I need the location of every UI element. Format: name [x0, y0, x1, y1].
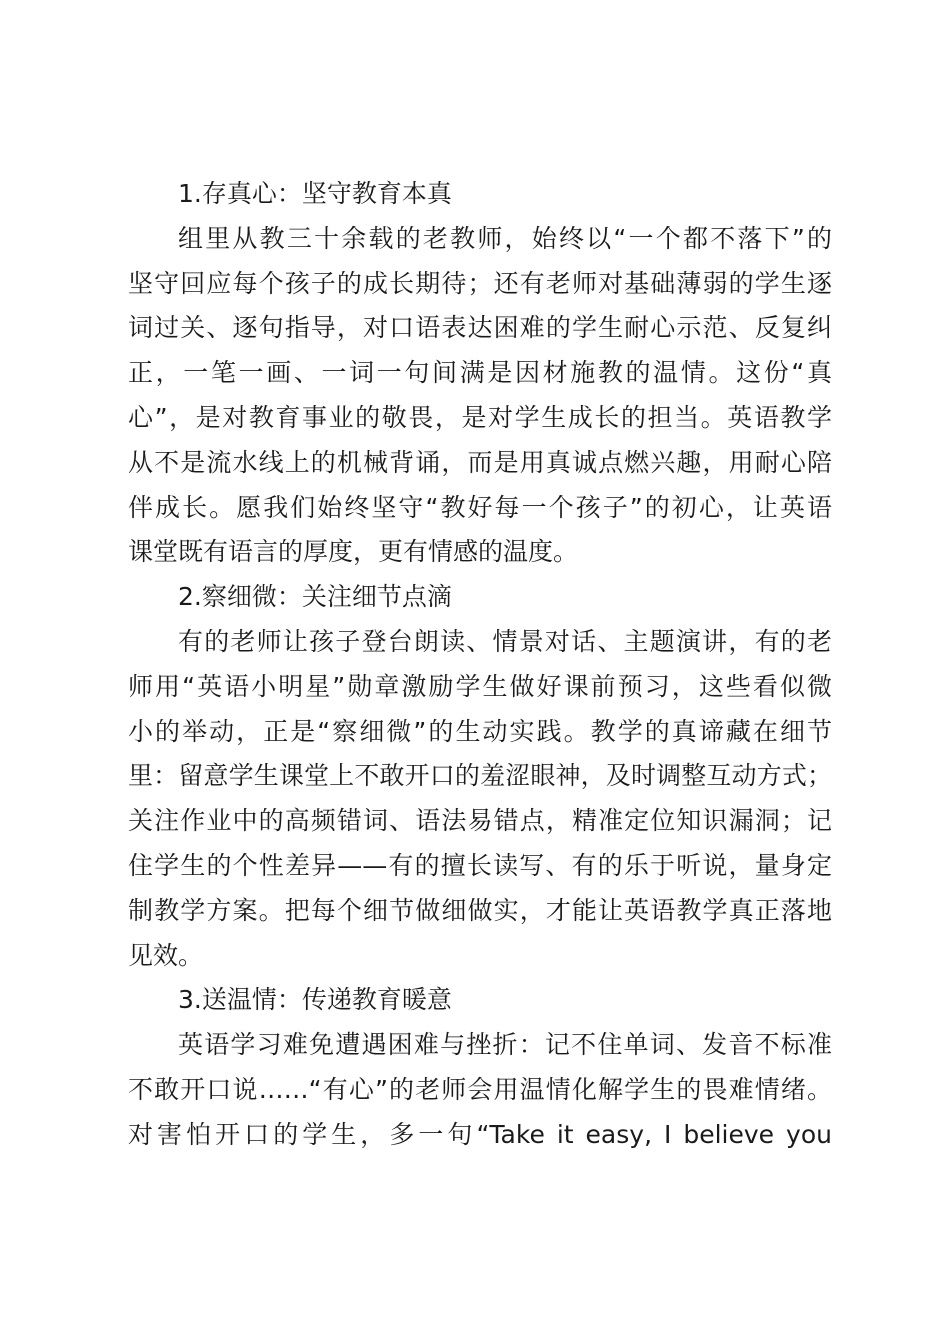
paragraph-line: 不敢开口说……“有心”的老师会用温情化解学生的畏难情绪。: [128, 1074, 832, 1104]
paragraph-line: 组里从教三十余载的老教师，始终以“一个都不落下”的: [178, 223, 832, 253]
paragraph-line: 正，一笔一画、一词一句间满是因材施教的温情。这份“真: [128, 358, 832, 388]
paragraph-line: 有的老师让孩子登台朗读、情景对话、主题演讲，有的老: [178, 626, 832, 656]
paragraph-line: 课堂既有语言的厚度，更有情感的温度。: [128, 537, 579, 567]
paragraph-line: 从不是流水线上的机械背诵，而是用真诚点燃兴趣，用耐心陪: [128, 447, 832, 477]
paragraph-line: 心”，是对教育事业的敬畏，是对学生成长的担当。英语教学: [128, 402, 832, 432]
paragraph-line: 小的举动，正是“察细微”的生动实践。教学的真谛藏在细节: [128, 716, 832, 746]
paragraph-line: 伴成长。愿我们始终坚守“教好每一个孩子”的初心，让英语: [128, 492, 832, 522]
paragraph-line: 英语学习难免遭遇困难与挫折：记不住单词、发音不标准: [178, 1030, 832, 1060]
paragraph-line: 见效。: [128, 940, 204, 970]
document-page: [128, 172, 832, 1158]
paragraph-line: 词过关、逐句指导，对口语表达困难的学生耐心示范、反复纠: [128, 313, 832, 343]
paragraph-line: 制教学方案。把每个细节做细做实，才能让英语教学真正落地: [128, 895, 832, 925]
paragraph-line: 住学生的个性差异——有的擅长读写、有的乐于听说，量身定: [128, 850, 832, 880]
section-heading: 2.察细微：关注细节点滴: [178, 582, 452, 612]
section-heading: 3.送温情：传递教育暖意: [178, 985, 452, 1015]
paragraph-line: 里：留意学生课堂上不敢开口的羞涩眼神，及时调整互动方式；: [128, 761, 832, 791]
paragraph-line: 对害怕开口的学生，多一句“Take it easy, I believe you: [128, 1119, 832, 1149]
paragraph-line: 师用“英语小明星”勋章激励学生做好课前预习，这些看似微: [128, 671, 832, 701]
section-heading: 1.存真心：坚守教育本真: [178, 179, 452, 208]
paragraph-line: 关注作业中的高频错词、语法易错点，精准定位知识漏洞；记: [128, 806, 832, 836]
paragraph-line: 坚守回应每个孩子的成长期待；还有老师对基础薄弱的学生逐: [128, 268, 832, 298]
